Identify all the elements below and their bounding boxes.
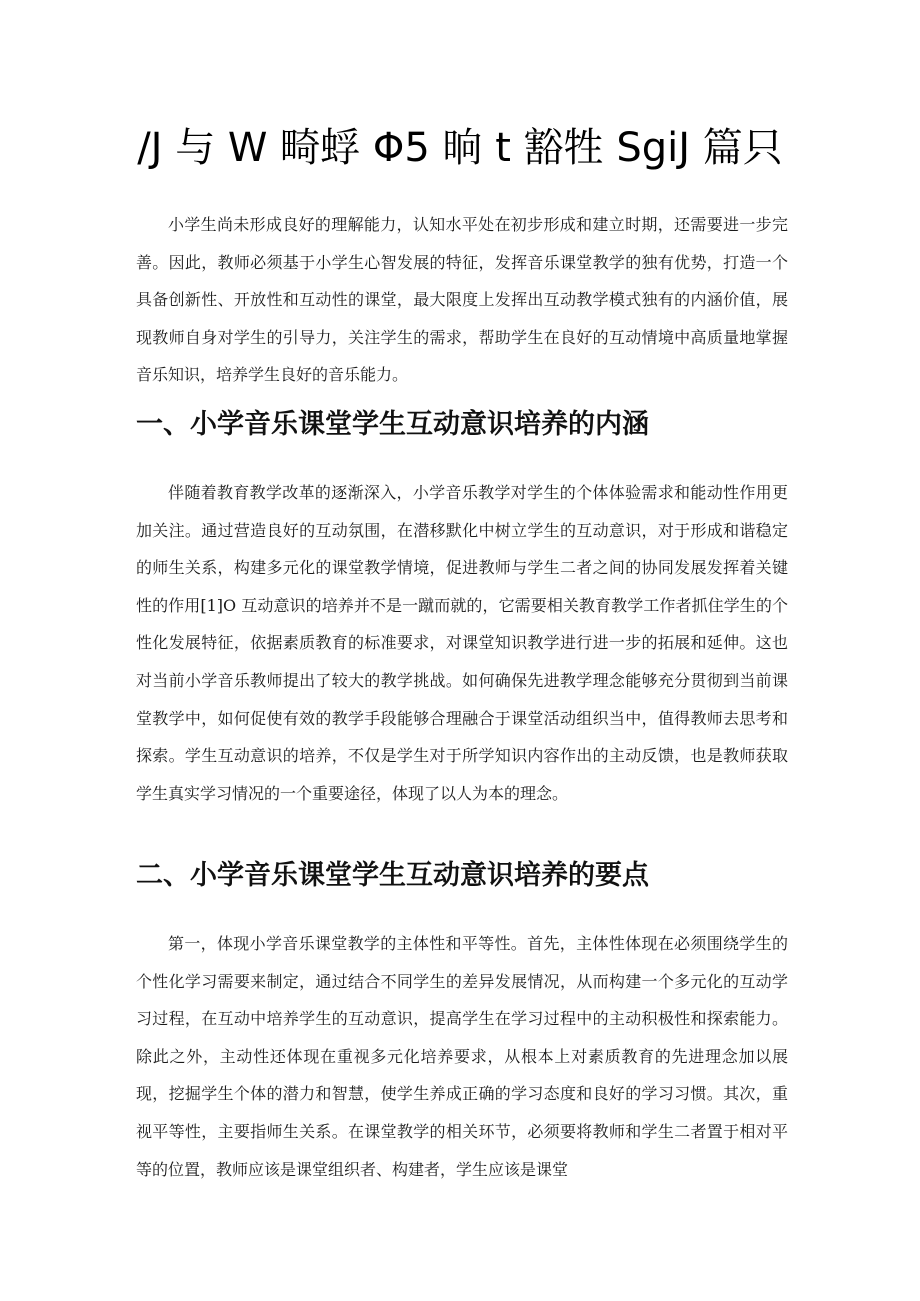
section-1-paragraph: 伴随着教育教学改革的逐渐深入，小学音乐教学对学生的个体体验需求和能动性作用更加关注。通过营造良好的互动氛围，在潜移默化中树立学生的互动意识，对于形成和谐稳定的师生关系，构建多元化的课堂教学情境，促进教师与学生二者之间的协同发展发挥着关键性的作用[1]O 互动意识的培养并不是一蹴而就的，它需要相关教育教学工作者抓住学生的个性化发展特征，依据素质教育的标准要求，对课堂知识教学进行进一步的拓展和延伸。这也对当前小学音乐教师提出了较大的教学挑战。如何确保先进教学理念能够充分贯彻到当前课堂教学中，如何促使有效的教学手段能够合理融合于课堂活动组织当中，值得教师去思考和探索。学生互动意识的培养，不仅是学生对于所学知识内容作出的主动反馈，也是教师获取学生真实学习情况的一个重要途径，体现了以人为本的理念。 (136, 483, 788, 803)
section-heading-2: 二、小学音乐课堂学生互动意识培养的要点 (136, 860, 649, 891)
section-heading-1: 一、小学音乐课堂学生互动意识培养的内涵 (136, 409, 649, 440)
intro-paragraph: 小学生尚未形成良好的理解能力，认知水平处在初步形成和建立时期，还需要进一步完善。因此，教师必须基于小学生心智发展的特征，发挥音乐课堂教学的独有优势，打造一个具备创新性、开放性和互动性的课堂，最大限度上发挥出互动教学模式独有的内涵价值，展现教师自身对学生的引导力，关注学生的需求，帮助学生在良好的互动情境中高质量地掌握音乐知识，培养学生良好的音乐能力。 (136, 215, 788, 385)
section-2-paragraph: 第一，体现小学音乐课堂教学的主体性和平等性。首先，主体性体现在必须围绕学生的个性化学习需要来制定，通过结合不同学生的差异发展情况，从而构建一个多元化的互动学习过程，在互动中培养学生的互动意识，提高学生在学习过程中的主动积极性和探索能力。除此之外，主动性还体现在重视多元化培养要求，从根本上对素质教育的先进理念加以展现，挖掘学生个体的潜力和智慧，使学生养成正确的学习态度和良好的学习习惯。其次，重视平等性，主要指师生关系。在课堂教学的相关环节，必须要将教师和学生二者置于相对平等的位置，教师应该是课堂组织者、构建者，学生应该是课堂 (136, 934, 788, 1179)
document-title: /J 与 W 畸蜉 Φ5 晌 t 豁牲 SgiJ 篇只 (137, 125, 783, 171)
